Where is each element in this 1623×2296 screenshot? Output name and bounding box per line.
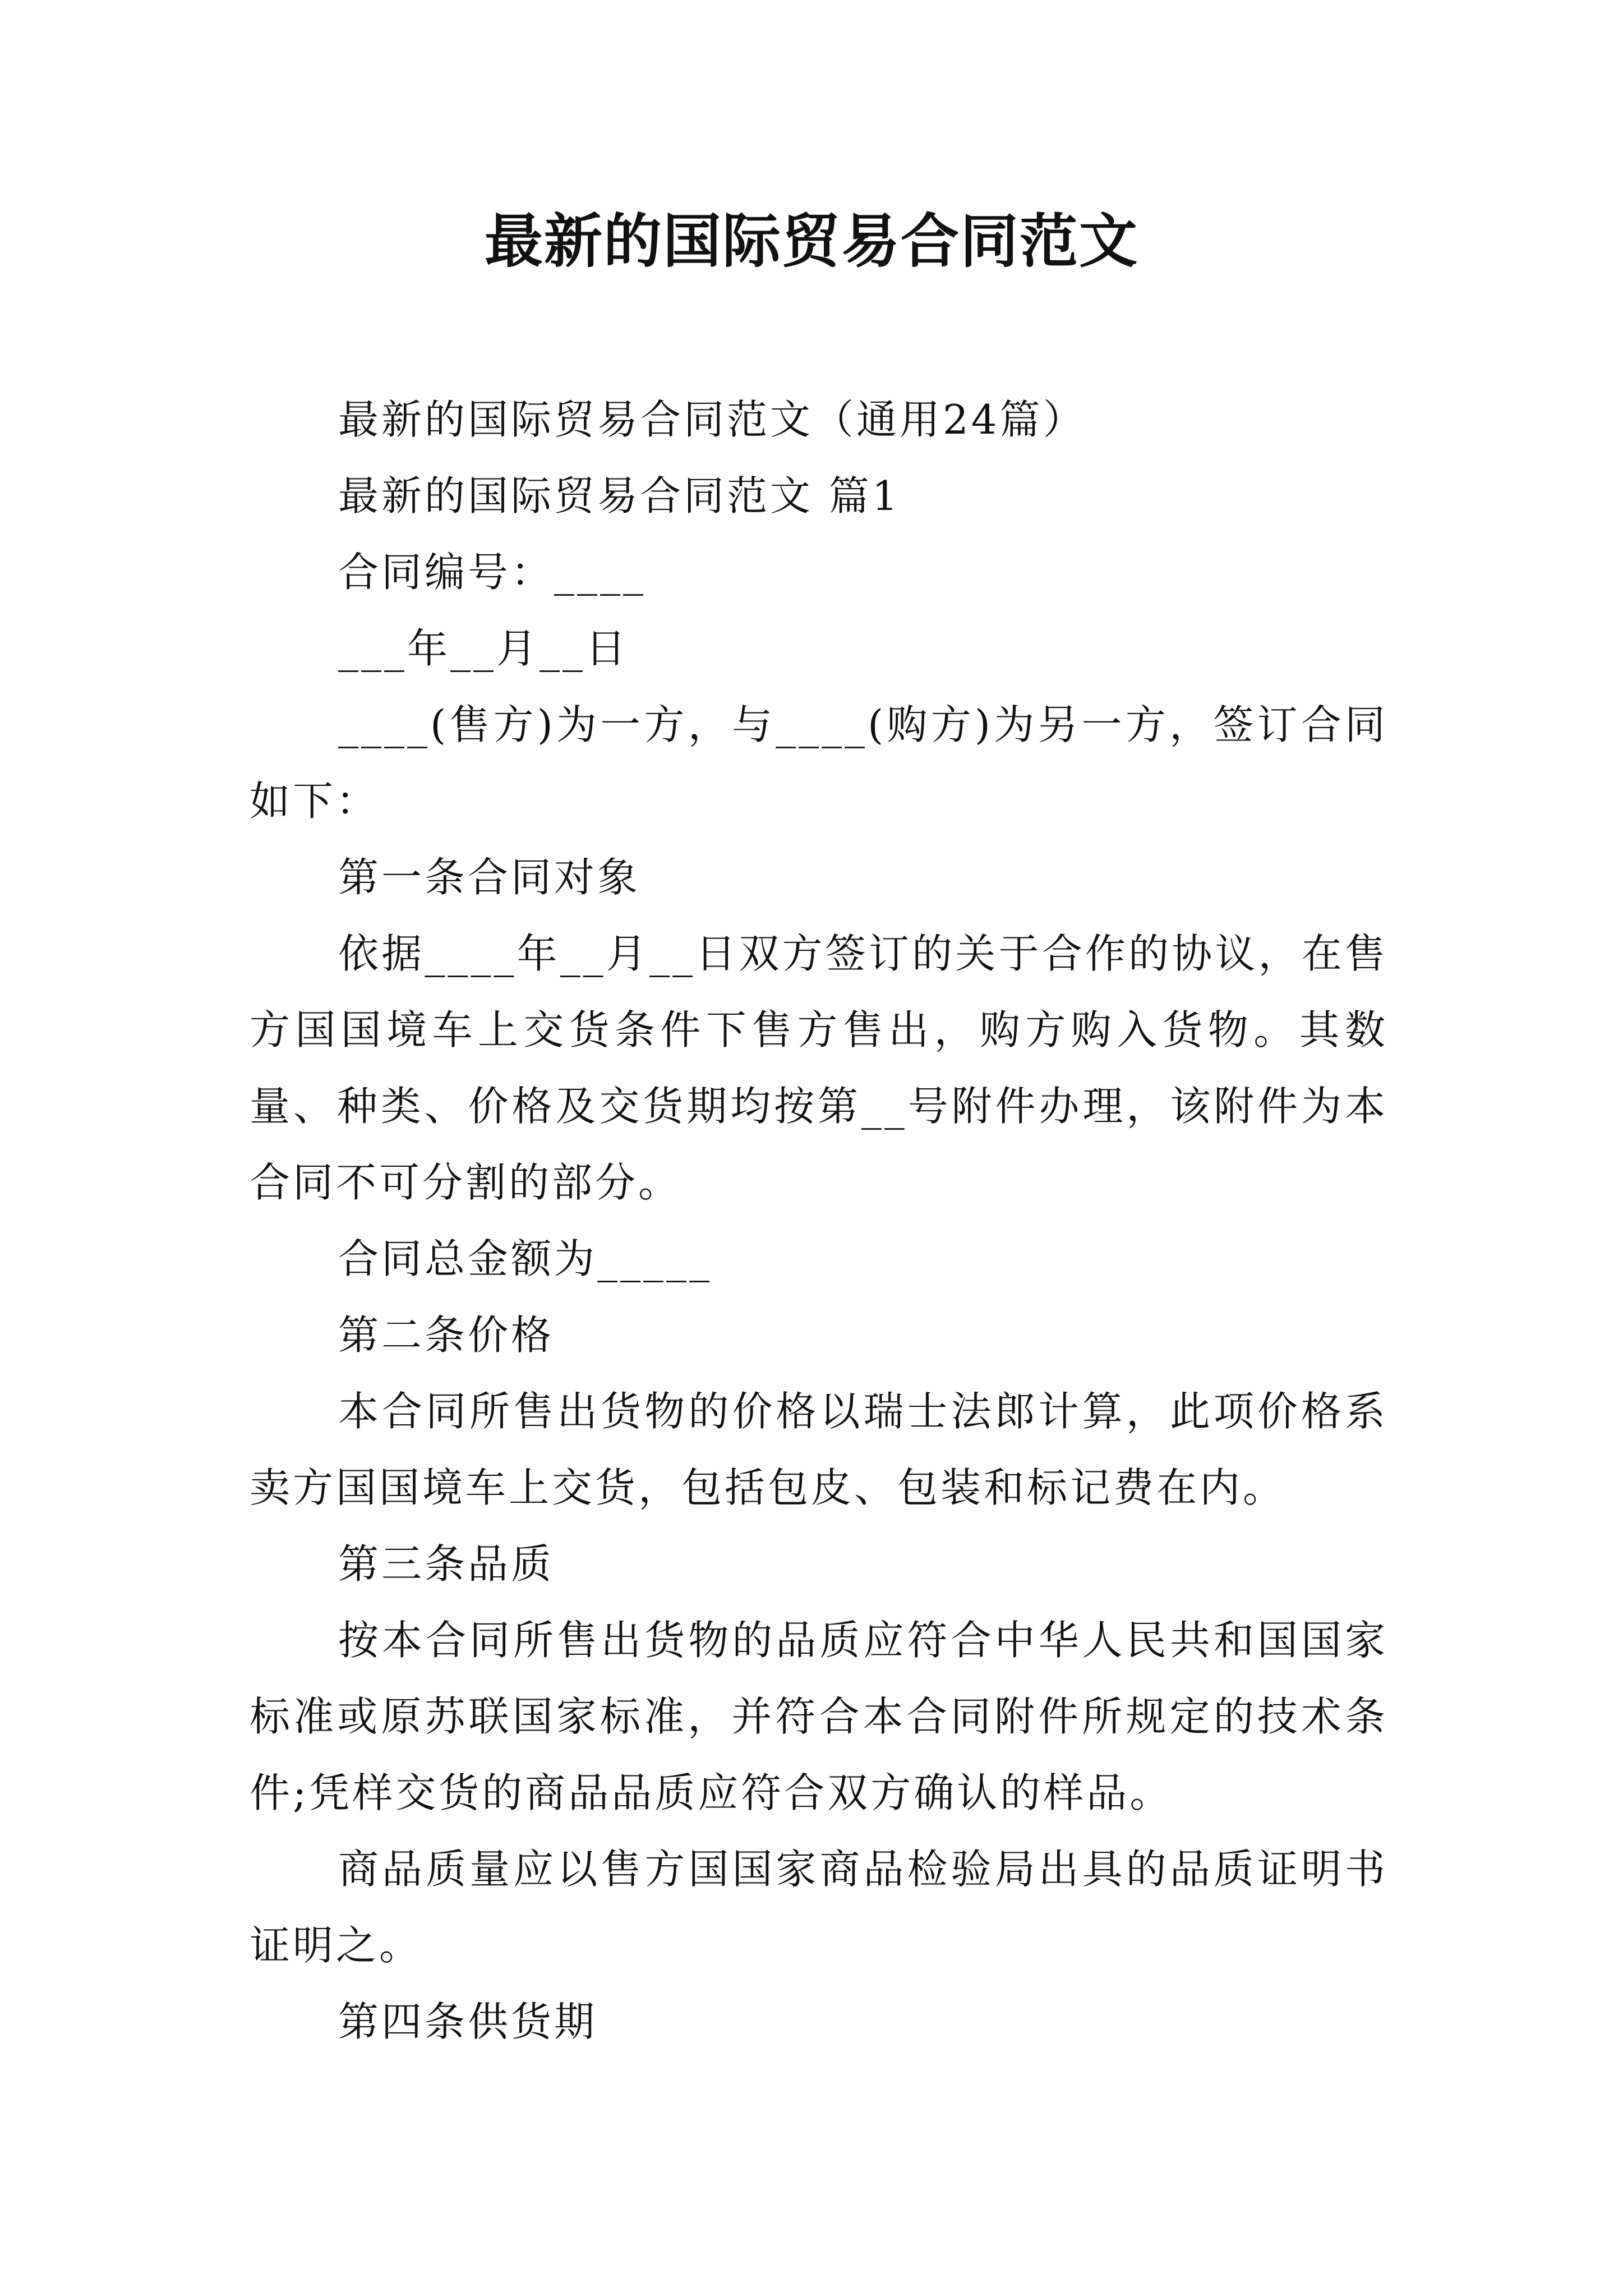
doc-subtitle: 最新的国际贸易合同范文（通用24篇） xyxy=(338,396,1086,443)
article-4-heading: 第四条供货期 xyxy=(338,1998,598,2045)
article-1-text: 依据____年__月__日双方签订的关于合作的协议，在售方国国境车上交货条件下售方售出，购方购入货物。其数量、种类、价格及交货期均按第__号附件办理，该附件为本合同不可分割的部分。 xyxy=(250,930,1388,1206)
parties-paragraph: ____(售方)为一方，与____(购方)为另一方，签订合同如下： xyxy=(250,701,1388,825)
section-heading: 最新的国际贸易合同范文 篇1 xyxy=(338,472,901,519)
article-3-text-2: 商品质量应以售方国国家商品检验局出具的品质证明书证明之。 xyxy=(250,1846,1388,1969)
article-2-heading: 第二条价格 xyxy=(338,1312,555,1359)
total-amount-line: 合同总金额为_____ xyxy=(338,1235,713,1282)
date-line: ___年__月__日 xyxy=(338,625,629,672)
document-title: 最新的国际贸易合同范文 xyxy=(484,206,1138,275)
document-body xyxy=(250,381,1388,2060)
contract-number-line: 合同编号：____ xyxy=(338,549,647,596)
article-1-heading: 第一条合同对象 xyxy=(338,854,641,901)
article-2-text: 本合同所售出货物的价格以瑞士法郎计算，此项价格系卖方国国境车上交货，包括包皮、包装和标记费在内。 xyxy=(250,1388,1388,1511)
article-3-heading: 第三条品质 xyxy=(338,1540,555,1588)
article-3-text: 按本合同所售出货物的品质应符合中华人民共和国国家标准或原苏联国家标准，并符合本合同附件所规定的技术条件;凭样交货的商品品质应符合双方确认的样品。 xyxy=(250,1617,1388,1816)
